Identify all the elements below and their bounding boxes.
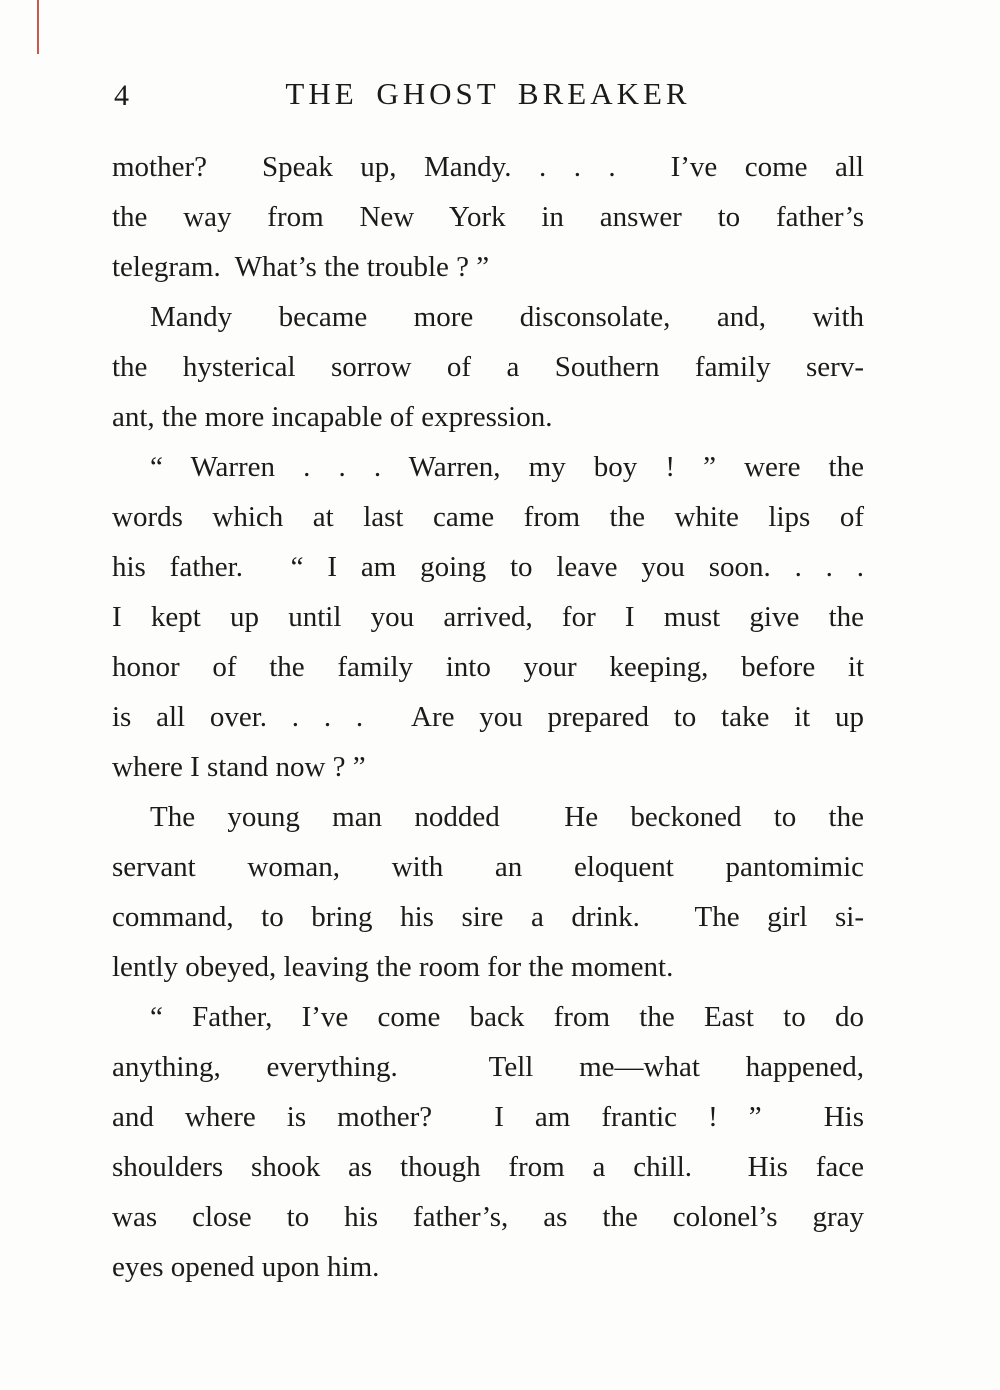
page-number: 4 xyxy=(114,79,130,112)
text-line: eyes opened upon him. xyxy=(112,1251,380,1283)
paragraph xyxy=(112,142,864,292)
text-line: mother? Speak up, Mandy. . . . I’ve come all xyxy=(112,151,864,183)
text-line: lently obeyed, leaving the room for the moment. xyxy=(112,951,674,983)
text-line: I kept up until you arrived, for I must give the xyxy=(112,601,864,633)
body-text xyxy=(112,142,864,1292)
page-header xyxy=(112,76,864,118)
running-title: THE GHOST BREAKER xyxy=(285,76,691,111)
paragraph xyxy=(112,442,864,792)
text-line: servant woman, with an eloquent pantomimic xyxy=(112,851,864,883)
paragraph xyxy=(112,292,864,442)
text-line: where I stand now ? ” xyxy=(112,751,366,783)
text-line: ant, the more incapable of expression. xyxy=(112,401,553,433)
text-line: honor of the family into your keeping, before it xyxy=(112,651,864,683)
text-line: Mandy became more disconsolate, and, with xyxy=(150,301,864,333)
text-line: the hysterical sorrow of a Southern family serv- xyxy=(112,351,864,383)
text-line: words which at last came from the white lips of xyxy=(112,501,864,533)
text-line: is all over. . . . Are you prepared to take it up xyxy=(112,701,864,733)
text-line: and where is mother? I am frantic ! ” His xyxy=(112,1101,864,1133)
text-line: “ Father, I’ve come back from the East to do xyxy=(150,1001,864,1033)
text-line: anything, everything. Tell me—what happened, xyxy=(112,1051,864,1083)
paragraph xyxy=(112,992,864,1292)
text-line: his father. “ I am going to leave you soon. . . . xyxy=(112,551,864,583)
text-line: shoulders shook as though from a chill. His face xyxy=(112,1151,864,1183)
text-line: The young man nodded He beckoned to the xyxy=(150,801,864,833)
text-line: telegram. What’s the trouble ? ” xyxy=(112,251,490,283)
paragraph xyxy=(112,792,864,992)
scan-artifact-mark xyxy=(37,0,39,54)
text-line: command, to bring his sire a drink. The girl si- xyxy=(112,901,864,933)
text-line: “ Warren . . . Warren, my boy ! ” were the xyxy=(150,451,864,483)
text-line: was close to his father’s, as the colonel’s gray xyxy=(112,1201,864,1233)
text-line: the way from New York in answer to father’s xyxy=(112,201,864,233)
